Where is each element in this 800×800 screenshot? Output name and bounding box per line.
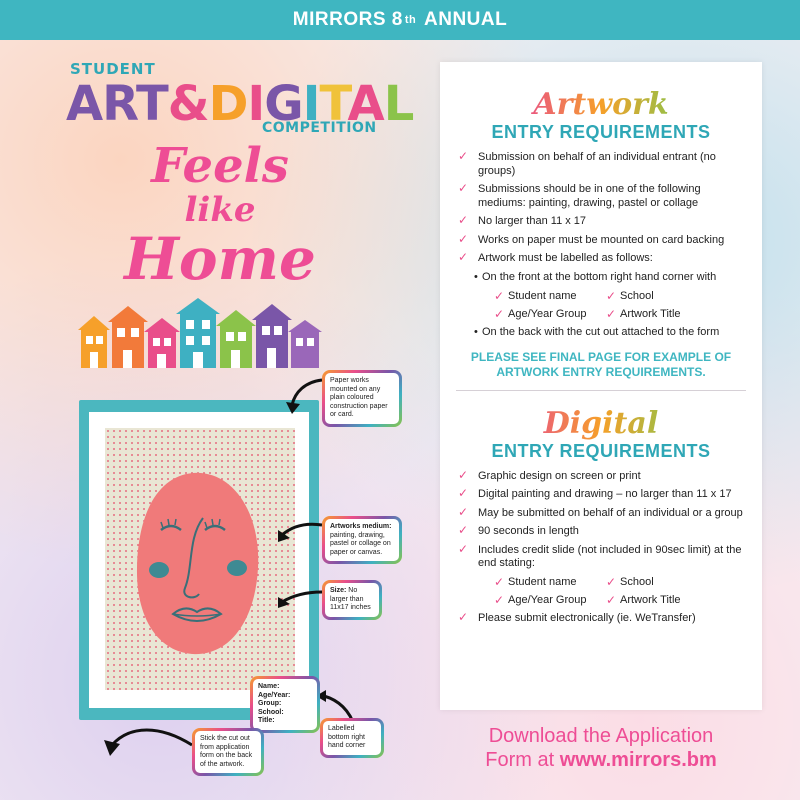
artwork-label-pair-1 xyxy=(440,290,762,302)
pair-text: School xyxy=(620,290,654,302)
list-item xyxy=(458,488,748,502)
logo-letter-g: G xyxy=(264,76,303,132)
check-icon: ✓ xyxy=(458,149,469,163)
check-icon: ✓ xyxy=(494,574,505,589)
callout-medium-text: painting, drawing, pastel or collage on paper or canvas. xyxy=(330,531,391,556)
list-item-text: Digital painting and drawing – no larger than 11 x 17 xyxy=(478,488,732,500)
list-item-text: No larger than 11 x 17 xyxy=(478,215,587,227)
check-icon: ✓ xyxy=(458,467,469,482)
list-item xyxy=(458,183,748,210)
banner-superscript: th xyxy=(404,14,417,26)
check-icon: ✓ xyxy=(494,592,505,607)
theme-home: Home xyxy=(124,225,316,293)
digital-title: Digital xyxy=(440,407,762,441)
digital-credit-pair-1 xyxy=(440,576,762,588)
list-item xyxy=(458,609,748,626)
callout-labelled-text: Labelled bottom right hand corner xyxy=(328,725,366,749)
check-icon: ✓ xyxy=(458,541,469,556)
artwork-sub-back: • On the back with the cut out attached to the form xyxy=(474,326,720,338)
pair-text: Student name xyxy=(508,290,577,302)
list-item xyxy=(458,504,748,521)
digital-requirements-last xyxy=(440,609,762,626)
artwork-sub-front: • On the front at the bottom right hand corner with xyxy=(474,270,717,283)
logo-ampersand: & xyxy=(167,76,209,132)
list-item-text: May be submitted on behalf of an individual or a group xyxy=(478,506,743,519)
face-illustration-icon xyxy=(133,468,263,658)
logo-letter-d: D xyxy=(208,76,248,132)
theme-title xyxy=(120,138,320,293)
pair-text: Artwork Title xyxy=(620,593,681,606)
pair-text: Artwork Title xyxy=(620,308,681,320)
check-icon: ✓ xyxy=(458,523,469,537)
logo-letter-l: L xyxy=(383,76,414,132)
list-item-text: Artwork must be labelled as follows: xyxy=(478,252,653,264)
check-icon: ✓ xyxy=(606,574,617,589)
logo-student: STUDENT xyxy=(70,60,156,78)
list-item xyxy=(458,525,748,539)
callout-labelled xyxy=(320,718,384,758)
pair-text: Student name xyxy=(508,575,577,588)
list-item xyxy=(458,215,748,229)
digital-heading: ENTRY REQUIREMENTS xyxy=(491,440,711,461)
banner-text-annual: ANNUAL xyxy=(424,9,508,30)
list-item-text: Graphic design on screen or print xyxy=(478,469,641,482)
list-item xyxy=(458,151,748,178)
list-item-text: 90 seconds in length xyxy=(478,525,579,537)
banner-text: MIRRORS 8 xyxy=(292,9,403,30)
artwork-requirements xyxy=(440,151,762,266)
callout-medium xyxy=(322,516,402,564)
list-item xyxy=(458,252,748,266)
artwork-title: Artwork xyxy=(440,88,762,122)
label-field-age: Age/Year: xyxy=(258,691,291,699)
artwork-label-pair-2 xyxy=(440,308,762,320)
artwork-note: PLEASE SEE FINAL PAGE FOR EXAMPLE OF ARTWORK ENTRY REQUIREMENTS. xyxy=(470,349,732,379)
check-icon: ✓ xyxy=(494,307,505,321)
theme-feels: Feels xyxy=(151,138,289,194)
callout-size-text: No larger than 11x17 inches xyxy=(330,587,371,611)
check-icon: ✓ xyxy=(606,592,617,607)
logo-letter-i: I xyxy=(247,76,265,132)
artwork-heading: ENTRY REQUIREMENTS xyxy=(491,122,711,142)
callout-paper-text: Paper works mounted on any plain coloured construction paper or card. xyxy=(330,377,388,418)
check-icon: ✓ xyxy=(458,504,469,519)
pair-text: School xyxy=(620,575,654,588)
label-field-title: Title: xyxy=(258,717,275,724)
digital-requirements xyxy=(440,467,762,571)
artwork-mount xyxy=(89,412,309,708)
list-item-text: Includes credit slide (not included in 90sec limit) at the end stating: xyxy=(478,543,742,569)
list-item-text: Submission on behalf of an individual entrant (no groups) xyxy=(478,151,716,177)
logo-competition: COMPETITION xyxy=(262,120,377,136)
theme-like: like xyxy=(184,190,256,230)
list-item xyxy=(458,541,748,571)
download-line1: Download the Application xyxy=(488,725,714,747)
requirements-panel xyxy=(440,62,762,710)
callout-stick-text: Stick the cut out from application form on the back of the artwork. xyxy=(200,735,253,768)
check-icon: ✓ xyxy=(458,213,469,227)
list-item-text: Please submit electronically (ie. WeTransfer) xyxy=(478,611,696,624)
check-icon: ✓ xyxy=(458,231,469,246)
sub-text: On the back with the cut out attached to the form xyxy=(482,326,720,338)
callout-label-fields xyxy=(250,676,320,733)
logo-letter-t: T xyxy=(319,76,348,132)
houses-icon xyxy=(76,292,324,370)
check-icon: ✓ xyxy=(458,609,469,624)
list-item xyxy=(458,231,748,248)
label-field-school: School: xyxy=(258,708,284,716)
check-icon: ✓ xyxy=(458,486,469,500)
callout-medium-bold: Artworks medium: xyxy=(330,523,392,530)
pair-text: Age/Year Group xyxy=(508,593,587,606)
callout-size xyxy=(322,580,382,620)
pair-text: Age/Year Group xyxy=(508,308,587,320)
sub-text: On the front at the bottom right hand corner with xyxy=(482,270,717,283)
callout-paper xyxy=(322,370,402,427)
check-icon: ✓ xyxy=(606,289,617,303)
check-icon: ✓ xyxy=(458,250,469,264)
label-field-group: Group: xyxy=(258,700,282,707)
artwork-example xyxy=(79,400,319,720)
callout-stick xyxy=(192,728,264,776)
label-field-name: Name: xyxy=(258,683,280,690)
download-line2: Form at xyxy=(485,749,560,771)
list-item-text: Submissions should be in one of the following mediums: painting, drawing, pastel or collage xyxy=(478,183,701,209)
check-icon: ✓ xyxy=(606,307,617,321)
artwork-paper xyxy=(105,428,295,690)
check-icon: ✓ xyxy=(494,289,505,303)
download-url-link[interactable]: www.mirrors.bm xyxy=(559,749,717,771)
list-item xyxy=(458,467,748,484)
check-icon: ✓ xyxy=(458,181,469,195)
top-banner xyxy=(0,0,800,40)
logo-letter-a: A xyxy=(347,76,384,132)
list-item-text: Works on paper must be mounted on card backing xyxy=(478,233,725,246)
download-cta xyxy=(440,724,762,772)
logo-letter-i2: I xyxy=(302,76,320,132)
digital-credit-pair-2 xyxy=(440,594,762,606)
callout-size-bold: Size: xyxy=(330,587,347,594)
logo-art: ART xyxy=(66,76,168,132)
